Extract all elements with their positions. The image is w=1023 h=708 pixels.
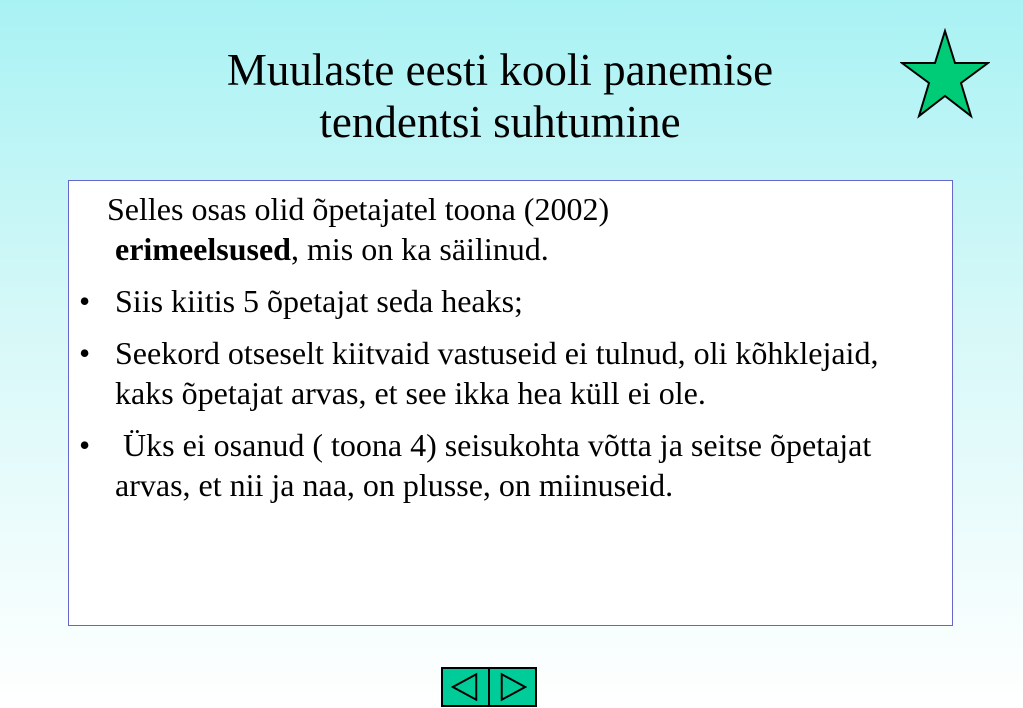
triangle-right-icon [490,669,535,705]
bullet-text-3: Üks ei osanud ( toona 4) seisukohta võtta ja seitse õpetajat arvas, et nii ja naa, on plusse, on miinuseid. [115,427,880,503]
bullet-text-2: Seekord otseselt kiitvaid vastuseid ei tulnud, oli kõhklejaid, kaks õpetajat arvas, et see ikka hea küll ei ole. [115,335,879,411]
bullet-item-2 [69,333,954,413]
intro-text-start: Selles osas olid õpetajatel toona (2002) [107,191,610,227]
next-slide-button[interactable] [490,669,535,705]
bullet-item-1 [69,281,954,321]
slide-title-line-2: tendentsi suhtumine [319,97,681,147]
bullet-item-3 [69,425,954,505]
green-star-icon [900,28,990,120]
triangle-left-icon [443,669,488,705]
slide-navigation [441,667,537,707]
content-box [68,180,953,626]
previous-slide-button[interactable] [443,669,490,705]
bullet-marker: • [79,335,91,371]
bullet-text-1: Siis kiitis 5 õpetajat seda heaks; [115,283,523,319]
intro-paragraph [69,189,954,269]
intro-bold-term: erimeelsused [115,231,291,267]
bullet-marker: • [79,283,91,319]
slide-body [69,189,954,517]
bullet-marker: • [79,427,91,463]
slide-title [90,44,910,148]
slide-title-line-1: Muulaste eesti kooli panemise [226,45,774,95]
intro-text-end: , mis on ka säilinud. [290,231,549,267]
